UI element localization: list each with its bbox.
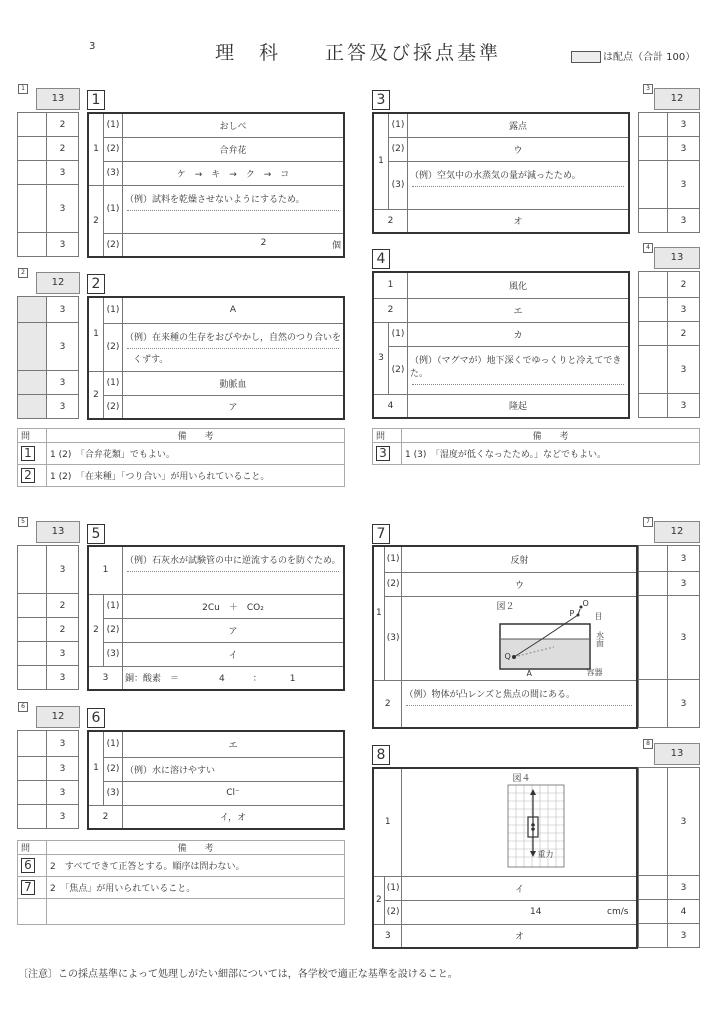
points-cell: 2 — [47, 618, 79, 642]
answer-text: （例）石灰水が試験管の中に逆流するのを防ぐため。 — [125, 556, 341, 566]
question-number-5: 5 — [87, 524, 105, 544]
answer-cell: ア — [123, 395, 345, 419]
sub-number: (2) — [104, 137, 123, 161]
points-cell: 3 — [668, 680, 700, 728]
force-diagram — [404, 769, 634, 875]
score-tag-5: 5 — [18, 517, 28, 527]
major-number: 2 — [373, 876, 384, 924]
remark-q-number: 7 — [21, 880, 35, 895]
points-cell: 3 — [47, 233, 79, 257]
answer-cell: （例）水に溶けやすい — [123, 757, 345, 781]
answer-cell: ア — [123, 618, 345, 642]
score-tag-7: 7 — [643, 517, 653, 527]
major-number: 3 — [373, 924, 402, 948]
score-column-4 — [638, 271, 700, 418]
answer-cell — [123, 666, 345, 690]
major-number: 1 — [88, 731, 104, 805]
ratio-colon: ： — [252, 674, 262, 685]
points-cell: 3 — [668, 596, 700, 680]
remarks-header-q: 問 — [18, 429, 47, 443]
major-number: 1 — [88, 546, 123, 594]
answer-text: （例）試料を乾燥させないようにするため。 — [125, 194, 305, 205]
sub-number: (2) — [104, 618, 123, 642]
label-eye: 目 — [594, 612, 603, 621]
score-column-7 — [638, 545, 700, 728]
points-legend-box — [571, 51, 601, 63]
answer-cell — [408, 346, 630, 394]
answer-cell: 隆起 — [408, 394, 630, 418]
sub-number: (2) — [104, 233, 123, 257]
points-cell: 3 — [668, 346, 700, 394]
major-number: 1 — [88, 297, 104, 371]
major-number: 1 — [373, 113, 389, 209]
answer-cell — [123, 185, 345, 233]
major-number: 2 — [88, 805, 123, 829]
answer-cell: おしべ — [123, 113, 345, 137]
total-points-5: 13 — [36, 521, 80, 543]
remarks-table-2 — [372, 428, 700, 465]
remarks-header-q: 問 — [18, 841, 47, 855]
answer-cell: オ — [402, 924, 638, 948]
answer-cell — [402, 680, 638, 728]
figure-cell-4 — [402, 768, 638, 876]
points-cell: 3 — [47, 805, 79, 829]
answer-text: （例）（マグマが）地下深くでゆっくりと冷えてできた。 — [410, 355, 622, 379]
label-gravity: 重力 — [537, 850, 554, 860]
question-number-4: 4 — [372, 249, 390, 269]
sub-number: (1) — [104, 113, 123, 137]
label-vessel: 容器 — [586, 668, 603, 677]
answer-cell: 露点 — [408, 113, 630, 137]
label-O: O — [582, 599, 589, 608]
points-cell: 3 — [668, 768, 700, 876]
answer-text: （例）空気中の水蒸気の量が減ったため。 — [410, 170, 581, 181]
major-number: 2 — [88, 185, 104, 257]
answer-table-2 — [87, 296, 345, 420]
answer-text: （例）物体が凸レンズと焦点の間にある。 — [404, 689, 575, 700]
remark-q-number: 1 — [21, 446, 35, 461]
label-water-surface: 水面 — [595, 631, 605, 647]
sub-number: (1) — [384, 546, 402, 572]
answer-cell — [402, 900, 638, 924]
sub-number: (1) — [104, 297, 123, 323]
page-title: 理 科 正答及び採点基準 — [215, 42, 502, 64]
points-cell: 3 — [47, 642, 79, 666]
answer-cell — [123, 546, 345, 594]
sub-number: (3) — [384, 596, 402, 680]
remark-text: 2 すべてできて正答とする。順序は問わない。 — [47, 855, 345, 877]
question-number-3: 3 — [372, 90, 390, 110]
points-cell: 3 — [668, 113, 700, 137]
points-cell: 2 — [47, 113, 79, 137]
answer-cell: ウ — [402, 572, 638, 596]
remark-q-number: 6 — [21, 858, 35, 873]
answer-cell: 反射 — [402, 546, 638, 572]
total-points-8: 13 — [654, 743, 700, 765]
remark-text: 2 「焦点」が用いられていること。 — [47, 877, 345, 899]
figure-title: 図２ — [496, 602, 515, 612]
points-cell: 2 — [668, 322, 700, 346]
score-tag-2: 2 — [18, 268, 28, 278]
sub-number: (1) — [384, 876, 402, 900]
footnote: 〔注意〕この採点基準によって処理しがたい細部については，各学校で適正な基準を設けること。 — [18, 969, 458, 980]
sub-number: (1) — [389, 113, 408, 137]
remark-text: 1 (3) 「湿度が低くなったため。」などでもよい。 — [402, 443, 700, 465]
remark-text: 1 (2) 「合弁花類」でもよい。 — [47, 443, 345, 465]
total-points-2: 12 — [36, 272, 80, 294]
remarks-header-q: 問 — [373, 429, 402, 443]
answer-cell: A — [123, 297, 345, 323]
figure-cell-2 — [402, 596, 638, 680]
points-cell: 3 — [47, 731, 79, 757]
answer-unit: 個 — [331, 241, 341, 252]
answer-cell: ケ → キ → ク → コ — [123, 161, 345, 185]
points-cell: 3 — [668, 298, 700, 322]
figure-title: 図４ — [512, 774, 531, 785]
major-number: 2 — [373, 298, 408, 322]
answer-table-6 — [87, 730, 345, 830]
sub-number: (2) — [104, 395, 123, 419]
sub-number: (1) — [104, 185, 123, 233]
points-cell: 3 — [47, 371, 79, 395]
major-number: 3 — [88, 666, 123, 690]
answer-unit: cm/s — [607, 907, 629, 917]
answer-text: 14 — [530, 907, 542, 917]
answer-cell: エ — [408, 298, 630, 322]
remark-text: 1 (2) 「在来種」「つり合い」が用いられていること。 — [47, 465, 345, 487]
points-cell: 2 — [47, 137, 79, 161]
points-cell: 3 — [47, 185, 79, 233]
major-number: 1 — [373, 546, 384, 680]
major-number: 1 — [88, 113, 104, 185]
remarks-header: 備 考 — [47, 429, 345, 443]
major-number: 2 — [373, 209, 408, 233]
points-legend — [571, 48, 695, 63]
score-column-5 — [17, 545, 79, 690]
sub-number: (1) — [104, 594, 123, 618]
points-legend-label: は配点（合計 100） — [603, 52, 696, 63]
major-number: 2 — [88, 371, 104, 419]
score-tag-6: 6 — [18, 702, 28, 712]
score-column-1 — [17, 112, 79, 257]
answer-cell: ウ — [408, 137, 630, 161]
total-points-6: 12 — [36, 706, 80, 728]
answer-table-3 — [372, 112, 630, 234]
points-cell: 2 — [47, 594, 79, 618]
question-number-2: 2 — [87, 274, 105, 294]
question-number-1: 1 — [87, 90, 105, 110]
answer-table-1 — [87, 112, 345, 258]
points-cell: 3 — [47, 395, 79, 419]
major-number: 1 — [373, 768, 402, 876]
answer-cell: エ — [123, 731, 345, 757]
answer-cell: 合弁花 — [123, 137, 345, 161]
total-points-4: 13 — [654, 247, 700, 269]
label-P: P — [569, 609, 575, 618]
score-tag-1: 1 — [18, 84, 28, 94]
remarks-header: 備 考 — [47, 841, 345, 855]
points-cell: 3 — [668, 572, 700, 596]
answer-cell — [123, 323, 345, 371]
ratio-b: 1 — [289, 674, 296, 685]
answer-cell: Cl⁻ — [123, 781, 345, 805]
sub-number: (1) — [389, 322, 408, 346]
sub-number: (3) — [104, 781, 123, 805]
score-tag-8: 8 — [643, 739, 653, 749]
answer-cell: 2Cu ＋ CO₂ — [123, 594, 345, 618]
points-cell: 3 — [47, 666, 79, 690]
remark-q-number: 3 — [376, 446, 390, 461]
answer-table-4 — [372, 271, 630, 419]
question-number-8: 8 — [372, 745, 390, 765]
points-cell: 3 — [47, 161, 79, 185]
answer-cell: カ — [408, 322, 630, 346]
ratio-label: 銅：酸素 ＝ — [125, 674, 180, 685]
major-number: 2 — [88, 594, 104, 666]
question-number-7: 7 — [372, 524, 390, 544]
answer-cell — [408, 161, 630, 209]
answer-text: （例）在来種の生存をおびやかし，自然のつり合いを — [125, 332, 342, 343]
remarks-table-1 — [17, 428, 345, 487]
major-number: 3 — [373, 322, 389, 394]
question-number-6: 6 — [87, 708, 105, 728]
sub-number: (3) — [104, 161, 123, 185]
sub-number: (3) — [104, 642, 123, 666]
total-points-3: 12 — [654, 88, 700, 110]
points-cell: 3 — [47, 297, 79, 323]
remark-q-number: 2 — [21, 468, 35, 483]
label-A: A — [526, 669, 532, 678]
major-number: 1 — [373, 272, 408, 298]
page-number: 3 — [89, 41, 96, 52]
answer-table-8 — [372, 767, 638, 949]
answer-text: 2 — [260, 238, 267, 249]
points-cell: 3 — [668, 924, 700, 948]
remarks-header: 備 考 — [402, 429, 700, 443]
points-cell: 4 — [668, 900, 700, 924]
score-column-8 — [638, 767, 700, 948]
score-tag-4: 4 — [643, 243, 653, 253]
points-cell: 3 — [668, 546, 700, 572]
major-number: 4 — [373, 394, 408, 418]
answer-table-5 — [87, 545, 345, 691]
answer-cell: イ，オ — [123, 805, 345, 829]
sub-number: (2) — [384, 900, 402, 924]
score-column-3 — [638, 112, 700, 233]
sub-number: (2) — [384, 572, 402, 596]
score-column-6 — [17, 730, 79, 829]
points-cell: 3 — [47, 781, 79, 805]
remarks-table-3 — [17, 840, 345, 925]
sub-number: (3) — [389, 161, 408, 209]
major-number: 2 — [373, 680, 402, 728]
points-cell: 3 — [47, 757, 79, 781]
points-cell: 3 — [668, 394, 700, 418]
ratio-a: 4 — [219, 674, 225, 685]
points-cell: 3 — [47, 323, 79, 371]
sub-number: (1) — [104, 731, 123, 757]
answer-cell: イ — [123, 642, 345, 666]
sub-number: (2) — [104, 757, 123, 781]
answer-cell: オ — [408, 209, 630, 233]
total-points-7: 12 — [654, 521, 700, 543]
sub-number: (2) — [389, 137, 408, 161]
points-cell: 3 — [47, 546, 79, 594]
points-cell: 3 — [668, 876, 700, 900]
points-cell: 2 — [668, 272, 700, 298]
answer-cell: 動脈血 — [123, 371, 345, 395]
sub-number: (2) — [104, 323, 123, 371]
points-cell: 3 — [668, 137, 700, 161]
answer-table-7 — [372, 545, 638, 729]
points-cell: 3 — [668, 161, 700, 209]
answer-text-2: くずす。 — [133, 354, 169, 365]
score-column-2 — [17, 296, 79, 419]
score-tag-3: 3 — [643, 84, 653, 94]
total-points-1: 13 — [36, 88, 80, 110]
answer-cell: 風化 — [408, 272, 630, 298]
label-Q: Q — [504, 652, 511, 661]
answer-cell — [123, 233, 345, 257]
sub-number: (1) — [104, 371, 123, 395]
sub-number: (2) — [389, 346, 408, 394]
answer-cell: イ — [402, 876, 638, 900]
points-cell: 3 — [668, 209, 700, 233]
